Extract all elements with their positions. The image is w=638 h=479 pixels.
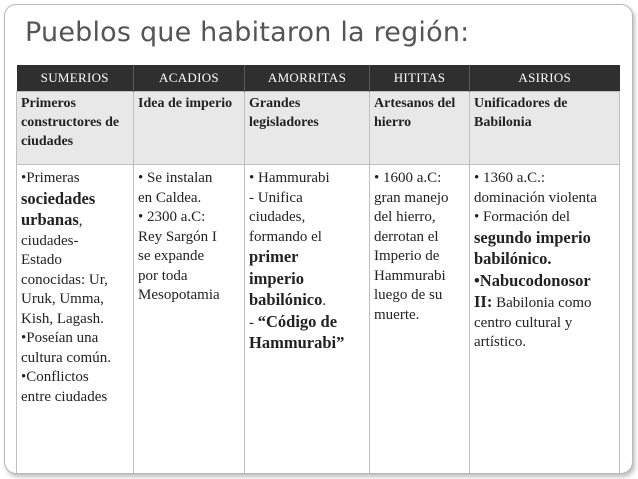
cell-line: • 1600 a.C: [374,170,442,186]
cell-line: primer [249,247,299,266]
cell-line: • 1360 a.C.: [474,170,546,186]
cell-line: • Se instalan [138,170,213,186]
cell-line: en Caldea. [138,189,202,206]
cell-line: - “Código de [249,311,338,331]
cell-line: Imperio de [374,248,440,264]
slide-title: Pueblos que habitaron la región: [25,17,470,48]
content-hititas [370,165,470,475]
content-sumerios [17,165,134,475]
content-acadios [134,165,245,475]
header-acadios: ACADIOS [134,65,245,92]
cell-line: entre ciudades [21,388,108,405]
cell-line: segundo imperio [474,227,591,247]
cell-line: gran manejo [374,189,449,206]
cell-line: •Conflictos [21,369,89,385]
cell-line: dominación violenta [474,189,597,206]
cell-line: se expande [138,248,205,264]
cell-line: sociedades [21,188,96,208]
cell-line: babilónico. [474,249,552,268]
cell-line: •Nabucodonosor [474,270,591,290]
content-amorritas [245,165,370,475]
cell-line: • Hammurabi [249,170,330,186]
cell-line: Uruk, Umma, [21,291,104,307]
header-hititas: HITITAS [370,65,470,92]
cell-line: II: Babilonia como [474,292,592,311]
subtitle-hititas: Artesanos del hierro [370,92,470,165]
subtitle-asirios: Unificadores de Babilonia [470,92,620,165]
cell-line: cultura común. [21,349,111,366]
subtitle-sumerios: Primeros constructores de ciudades [17,92,134,165]
cell-line: • Formación del [474,209,571,225]
cell-line: •Poseían una [21,330,99,346]
cell-line: • 2300 a.C: [138,209,206,225]
header-row [17,65,620,92]
cell-line: Hammurabi” [249,333,345,352]
cell-line: artístico. [474,334,527,350]
cell-line: •Primeras [21,170,80,186]
cell-line: centro cultural y [474,314,573,331]
cell-line: urbanas, [21,210,83,229]
header-asirios: ASIRIOS [470,65,620,92]
cell-line: conocidas: Ur, [21,271,108,288]
cell-line: ciudades, [249,209,306,225]
peoples-table [16,65,620,474]
cell-line: luego de su [374,287,443,303]
cell-line: muerte. [374,306,420,323]
cell-line: babilónico. [249,290,327,309]
cell-line: ciudades- [21,232,79,249]
header-sumerios: SUMERIOS [17,65,134,92]
subtitle-acadios: Idea de imperio [134,92,245,165]
cell-line: Rey Sargón I [138,228,217,245]
cell-line: Hammurabi [374,267,446,284]
content-row [17,165,620,475]
cell-line: por toda [138,267,188,284]
slide [4,4,633,474]
content-asirios [470,165,620,475]
subtitle-row [17,92,620,165]
cell-line: derrotan el [374,228,439,245]
cell-line: formando el [249,228,322,245]
cell-line: imperio [249,268,304,288]
cell-line: del hierro, [374,209,436,225]
cell-line: Kish, Lagash. [21,310,104,327]
subtitle-amorritas: Grandes legisladores [245,92,370,165]
cell-line: Mesopotamia [138,287,220,303]
cell-line: - Unifica [249,189,303,206]
header-amorritas: AMORRITAS [245,65,370,92]
cell-line: Estado [21,252,62,268]
